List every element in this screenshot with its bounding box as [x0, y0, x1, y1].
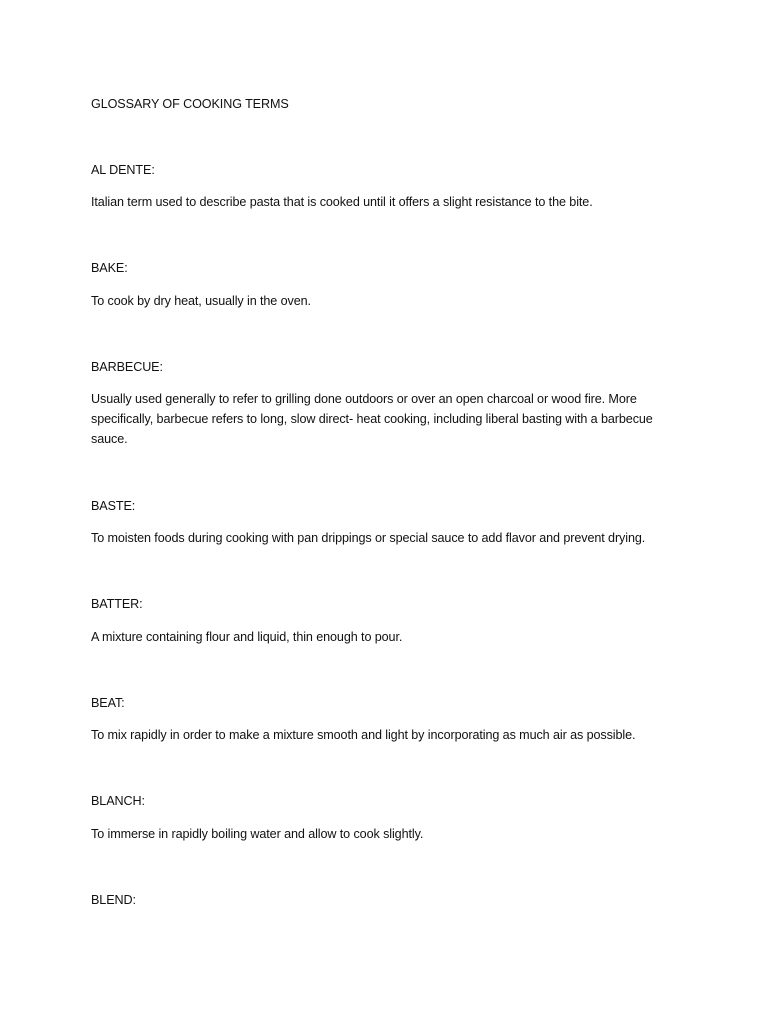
definition-barbecue: Usually used generally to refer to grilling done outdoors or over an open charcoal or wood fire. More specifically, barbecue refers to long, slow direct- heat cooking, including liberal basting with a barbecue sauce.	[91, 392, 653, 446]
document-title: GLOSSARY OF COOKING TERMS	[91, 97, 289, 111]
definition-al-dente: Italian term used to describe pasta that is cooked until it offers a slight resistance to the bite.	[91, 195, 593, 209]
definition-batter: A mixture containing flour and liquid, thin enough to pour.	[91, 630, 403, 644]
term-batter: BATTER:	[91, 597, 143, 611]
term-bake: BAKE:	[91, 261, 128, 275]
definition-baste: To moisten foods during cooking with pan drippings or special sauce to add flavor and prevent drying.	[91, 531, 646, 545]
term-blanch: BLANCH:	[91, 794, 145, 808]
term-baste: BASTE:	[91, 499, 136, 513]
definition-bake: To cook by dry heat, usually in the oven.	[91, 294, 311, 308]
term-al-dente: AL DENTE:	[91, 163, 155, 177]
term-beat: BEAT:	[91, 696, 125, 710]
definition-blanch: To immerse in rapidly boiling water and allow to cook slightly.	[91, 827, 424, 841]
term-blend: BLEND:	[91, 893, 136, 907]
definition-beat: To mix rapidly in order to make a mixture smooth and light by incorporating as much air as possible.	[91, 728, 636, 742]
term-barbecue: BARBECUE:	[91, 360, 163, 374]
